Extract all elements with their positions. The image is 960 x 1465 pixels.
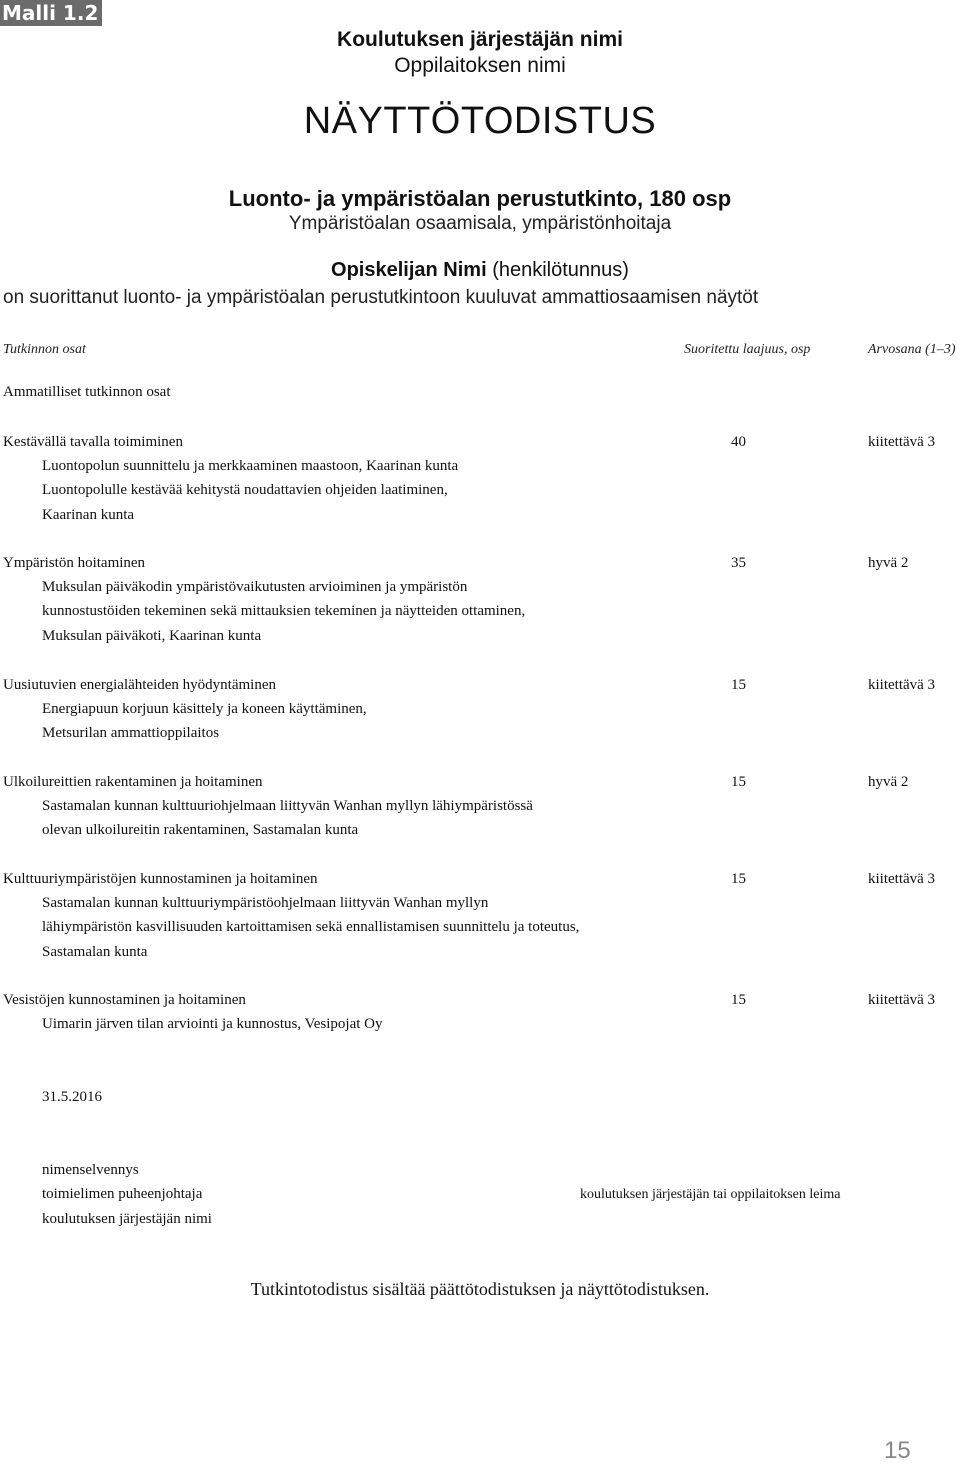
completion-statement: on suorittanut luonto- ja ympäristöalan perustutkintoon kuuluvat ammattiosaamisen näytöt: [3, 287, 759, 308]
unit-detail: Energiapuun korjuun käsittely ja koneen käyttäminen,: [42, 701, 367, 717]
unit-detail: kunnostustöiden tekeminen sekä mittauksien tekeminen ja näytteiden ottaminen,: [42, 603, 526, 619]
unit-grade: kiitettävä 3: [868, 992, 936, 1008]
unit-scope: 15: [731, 774, 746, 790]
unit-detail: Uimarin järven tilan arviointi ja kunnostus, Vesipojat Oy: [42, 1016, 383, 1032]
student-line: [0, 259, 960, 282]
unit-name: Uusiutuvien energialähteiden hyödyntäminen: [3, 677, 276, 693]
column-header-parts: Tutkinnon osat: [3, 342, 86, 357]
document-title: NÄYTTÖTODISTUS: [303, 100, 657, 142]
student-id: (henkilötunnus): [492, 259, 629, 281]
unit-name: Kulttuuriympäristöjen kunnostaminen ja hoitaminen: [3, 871, 318, 887]
unit-detail: olevan ulkoilureitin rakentaminen, Sastamalan kunta: [42, 822, 359, 838]
unit-detail: Sastamalan kunnan kulttuuriympäristöohjelmaan liittyvän Wanhan myllyn: [42, 895, 489, 911]
unit-scope: 40: [731, 434, 746, 450]
unit-grade: kiitettävä 3: [868, 871, 936, 887]
unit-scope: 15: [731, 992, 746, 1008]
column-header-grade: Arvosana (1–3): [868, 342, 956, 357]
footer-note: Tutkintotodistus sisältää päättötodistuksen ja näyttötodistuksen.: [250, 1279, 710, 1299]
specialization: Ympäristöalan osaamisala, ympäristönhoitaja: [288, 213, 672, 234]
page-number: 15: [884, 1437, 911, 1464]
unit-detail: Luontopolulle kestävää kehitystä noudattavien ohjeiden laatiminen,: [42, 482, 448, 498]
organizer-name: Koulutuksen järjestäjän nimi: [337, 28, 623, 51]
unit-name: Vesistöjen kunnostaminen ja hoitaminen: [3, 992, 246, 1008]
student-name: Opiskelijan Nimi: [331, 259, 487, 281]
unit-scope: 15: [731, 871, 746, 887]
unit-detail: Sastamalan kunnan kulttuuriohjelmaan liittyvän Wanhan myllyn lähiympäristössä: [42, 798, 533, 814]
degree-title: Luonto- ja ympäristöalan perustutkinto, 180 osp: [228, 186, 732, 211]
column-header-scope: Suoritettu laajuus, osp: [684, 342, 811, 357]
school-name: Oppilaitoksen nimi: [394, 54, 566, 77]
unit-grade: kiitettävä 3: [868, 677, 936, 693]
unit-grade: kiitettävä 3: [868, 434, 936, 450]
unit-grade: hyvä 2: [868, 555, 909, 571]
unit-name: Ympäristön hoitaminen: [3, 555, 146, 571]
unit-detail: Luontopolun suunnittelu ja merkkaaminen maastoon, Kaarinan kunta: [42, 458, 459, 474]
stamp-label: koulutuksen järjestäjän tai oppilaitoksen leima: [580, 1187, 841, 1202]
unit-detail: Kaarinan kunta: [42, 507, 135, 523]
unit-detail: lähiympäristön kasvillisuuden kartoittamisen sekä ennallistamisen suunnittelu ja toteutus,: [42, 919, 580, 935]
unit-detail: Sastamalan kunta: [42, 944, 148, 960]
template-badge: Malli 1.2: [0, 0, 102, 26]
signature-organizer-line: koulutuksen järjestäjän nimi: [42, 1211, 212, 1227]
unit-detail: Muksulan päiväkoti, Kaarinan kunta: [42, 628, 262, 644]
issue-date: 31.5.2016: [42, 1089, 102, 1105]
unit-detail: Muksulan päiväkodin ympäristövaikutusten arvioiminen ja ympäristön: [42, 579, 468, 595]
unit-name: Kestävällä tavalla toimiminen: [3, 434, 183, 450]
section-title: Ammatilliset tutkinnon osat: [3, 384, 171, 400]
unit-scope: 15: [731, 677, 746, 693]
unit-grade: hyvä 2: [868, 774, 909, 790]
signature-title-line: toimielimen puheenjohtaja: [42, 1186, 203, 1202]
unit-scope: 35: [731, 555, 746, 571]
unit-detail: Metsurilan ammattioppilaitos: [42, 725, 220, 741]
unit-name: Ulkoilureittien rakentaminen ja hoitaminen: [3, 774, 263, 790]
signature-name-line: nimenselvennys: [42, 1162, 139, 1178]
